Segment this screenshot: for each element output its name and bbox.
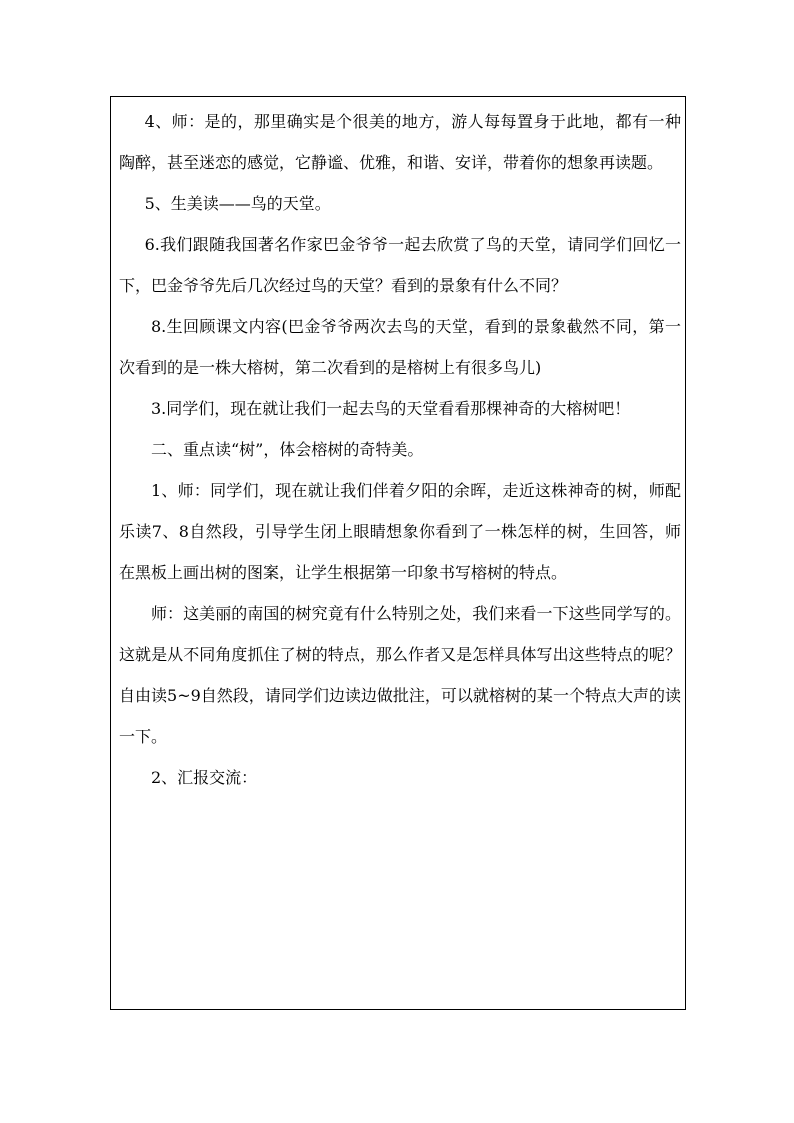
paragraph-teacher-question: 师：这美丽的南国的树究竟有什么特别之处，我们来看一下这些同学写的。这就是从不同角度抓住了树的特点，那么作者又是怎样具体写出这些特点的呢？自由读5~9自然段，请同学们边读边做批注，可以就榕树的某一个特点大声的读一下。	[119, 604, 681, 746]
paragraph-teacher-intro: 4、师：是的，那里确实是个很美的地方，游人每每置身于此地，都有一种陶醉，甚至迷恋的感觉，它静谧、优雅，和谐、安详，带着你的想象再读题。	[119, 112, 681, 172]
paragraph-report: 2、汇报交流：	[151, 768, 258, 787]
paragraph-student-review: 8.生回顾课文内容(巴金爷爷两次去鸟的天堂，看到的景象截然不同，第一次看到的是一株大榕树，第二次看到的是榕树上有很多鸟儿)	[119, 317, 681, 377]
lesson-content	[119, 101, 681, 798]
lesson-table-cell	[110, 96, 686, 1010]
paragraph-student-read: 5、生美读——鸟的天堂。	[144, 194, 331, 213]
section-heading-tree: 二、重点读“树”，体会榕树的奇特美。	[151, 440, 424, 459]
paragraph-read-along: 1、师：同学们，现在就让我们伴着夕阳的余晖，走近这株神奇的树，师配乐读7、8自然段，引导学生闭上眼睛想象你看到了一株怎样的树，生回答，师在黑板上画出树的图案，让学生根据第一印象书写榕树的特点。	[119, 481, 681, 582]
paragraph-recall-question: 6.我们跟随我国著名作家巴金爷爷一起去欣赏了鸟的天堂，请同学们回忆一下，巴金爷爷先后几次经过鸟的天堂？看到的景象有什么不同？	[119, 235, 681, 295]
paragraph-go-see-tree: 3.同学们，现在就让我们一起去鸟的天堂看看那棵神奇的大榕树吧！	[151, 399, 631, 418]
